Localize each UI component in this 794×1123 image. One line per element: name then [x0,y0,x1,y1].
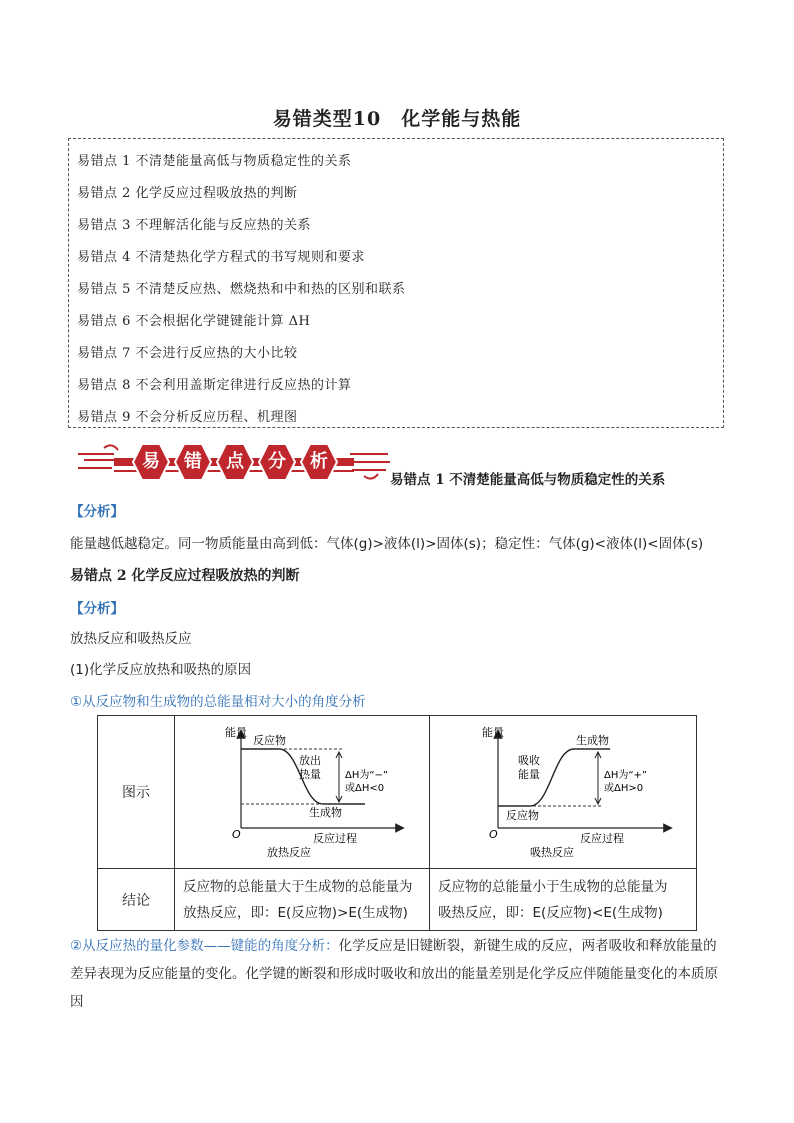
reactant-label: 反应物 [253,734,286,747]
paragraph-lead: ②从反应热的量化参数——键能的角度分析： [70,938,339,954]
endothermic-diagram [430,716,696,864]
section-2-title: 易错点 2 化学反应过程吸放热的判断 [70,568,300,584]
dh-label: 或ΔH>0 [604,783,644,794]
analysis-label: 【分析】 [70,504,124,520]
product-label: 生成物 [576,734,609,747]
row-head-conclusion: 结论 [98,869,175,931]
toc-item[interactable]: 易错点 7 不会进行反应热的大小比较 [77,346,298,361]
banner-char: 错 [184,451,202,472]
conclusion-line: 吸热反应，即：E(反应物)<E(生成物) [438,904,663,921]
exothermic-diagram [175,716,429,864]
toc-item[interactable]: 易错点 5 不清楚反应热、燃烧热和中和热的区别和联系 [77,282,406,297]
product-label: 生成物 [309,806,342,819]
reactant-label: 反应物 [506,809,539,822]
heat-label: 热量 [299,768,321,781]
conclusion-line: 反应物的总能量小于生成物的总能量为 [438,878,668,895]
body-line: (1)化学反应放热和吸热的原因 [70,662,252,678]
dh-label: 或ΔH<0 [345,783,385,794]
toc-item[interactable]: 易错点 9 不会分析反应历程、机理图 [77,410,298,425]
toc-item[interactable]: 易错点 4 不清楚热化学方程式的书写规则和要求 [77,250,366,265]
absorb-label: 能量 [518,768,540,781]
absorb-label: 吸收 [518,754,540,767]
row-head-diagram: 图示 [98,716,175,869]
dh-label: ΔH为“−” [345,770,389,781]
toc-item[interactable]: 易错点 1 不清楚能量高低与物质稳定性的关系 [77,154,352,169]
bond-energy-paragraph [70,932,730,1016]
diagram-caption: 吸热反应 [530,846,574,859]
diagram-caption: 放热反应 [267,846,311,859]
conclusion-endothermic [430,869,697,931]
conclusion-exothermic [175,869,430,931]
dh-label: ΔH为“+” [604,770,648,781]
comparison-table [97,715,697,931]
origin-label: O [232,828,241,841]
x-axis-label: 反应过程 [313,832,357,845]
diagram-cell-exothermic [175,716,430,869]
body-line: 放热反应和吸热反应 [70,631,192,647]
banner-char: 点 [226,451,244,472]
banner-char: 分 [268,451,286,472]
banner-char: 析 [310,451,328,472]
analysis-label: 【分析】 [70,601,124,617]
toc-item[interactable]: 易错点 2 化学反应过程吸放热的判断 [77,186,298,201]
body-line: ①从反应物和生成物的总能量相对大小的角度分析 [70,694,366,710]
conclusion-line: 放热反应，即：E(反应物)>E(生成物) [183,904,408,921]
banner-char: 易 [142,451,160,472]
conclusion-line: 反应物的总能量大于生成物的总能量为 [183,878,413,895]
y-axis-label: 能量 [225,726,247,739]
toc-box [68,138,724,428]
toc-item[interactable]: 易错点 8 不会利用盖斯定律进行反应热的计算 [77,378,352,393]
paragraph-text: 化学反应是旧键断裂，新键生成的反应，两者吸收和释放能量的差异表现为反应能量的变化。化学键的断裂和形成时吸收和放出的能量差别是化学反应伴随能量变化的本质原因 [70,938,718,1010]
page-title: 易错类型10 化学能与热能 [272,108,522,130]
analysis-text: 能量越低越稳定。同一物质能量由高到低：气体(g)>液体(l)>固体(s)；稳定性：气体(g)<液体(l)<固体(s) [70,536,704,552]
heat-label: 放出 [299,754,321,767]
diagram-cell-endothermic [430,716,697,869]
x-axis-label: 反应过程 [580,832,624,845]
toc-item[interactable]: 易错点 6 不会根据化学键键能计算 ΔH [77,314,311,329]
origin-label: O [489,828,498,841]
section-1-title: 易错点 1 不清楚能量高低与物质稳定性的关系 [390,472,666,488]
y-axis-label: 能量 [482,726,504,739]
toc-item[interactable]: 易错点 3 不理解活化能与反应热的关系 [77,218,312,233]
